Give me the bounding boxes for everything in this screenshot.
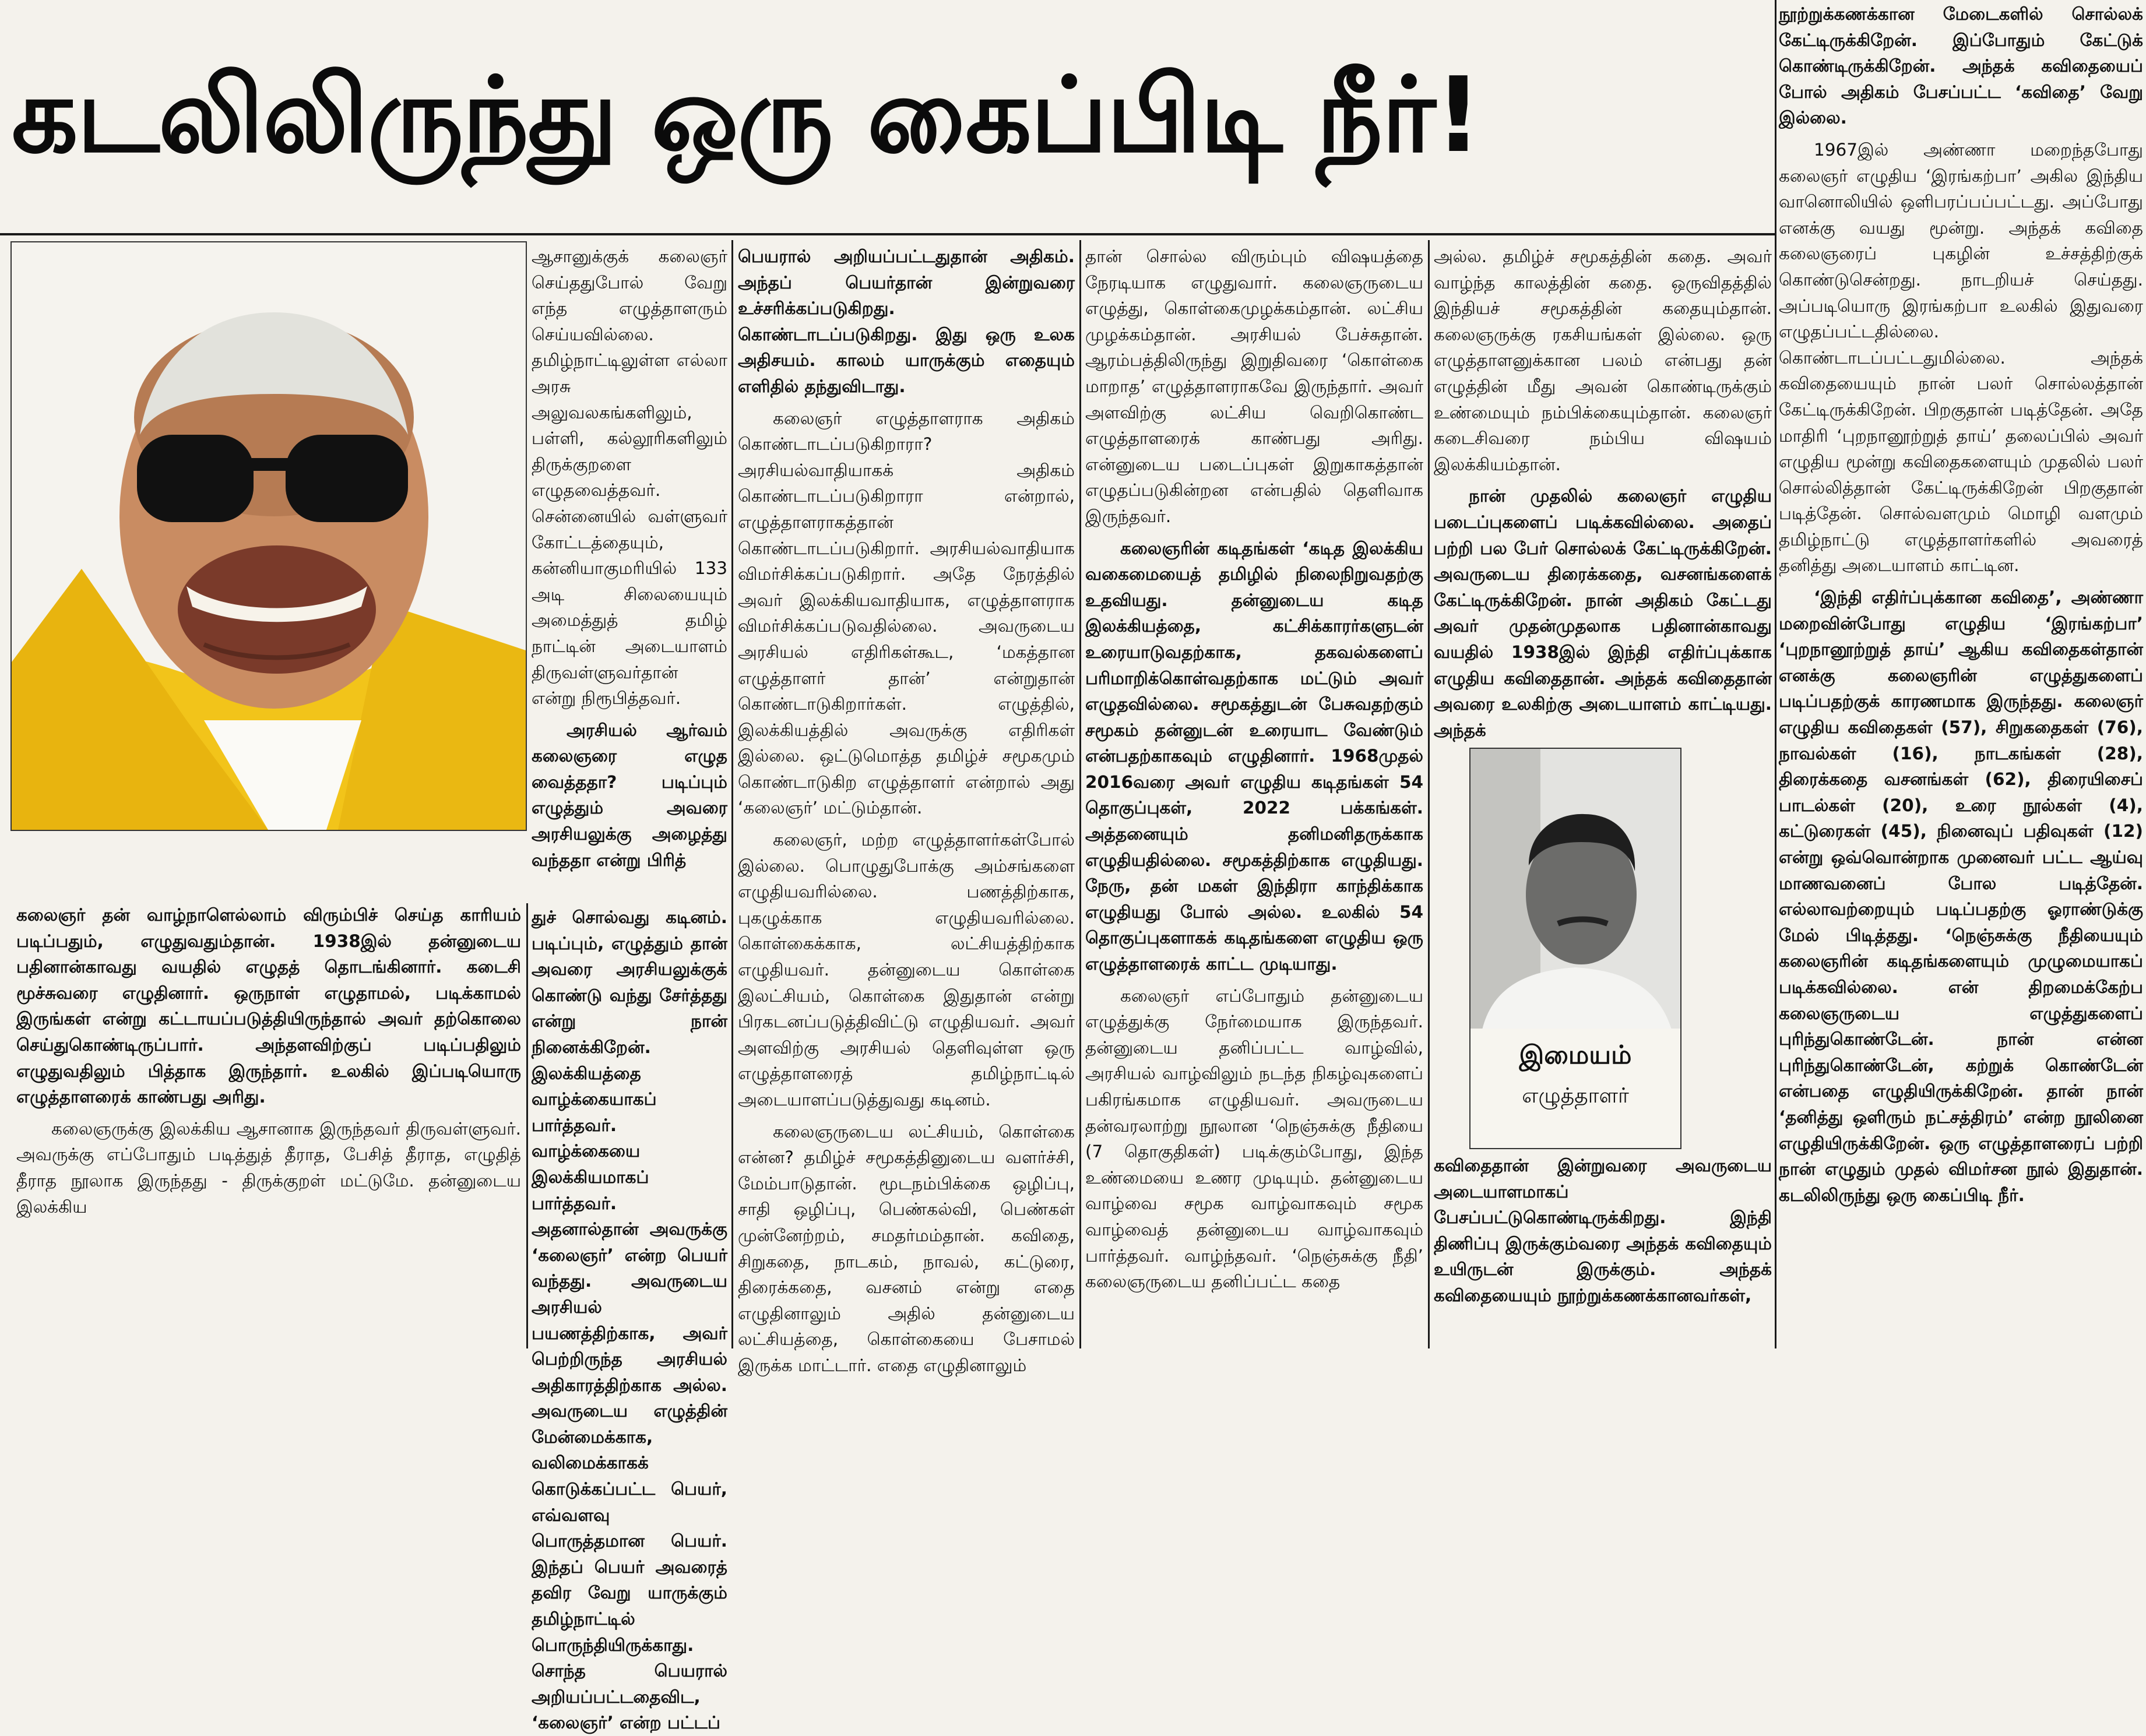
headline: கடலிலிருந்து ஒரு கைப்பிடி நீர்! (12, 55, 1481, 175)
paragraph: அரசியல் ஆர்வம் கலைஞரை எழுத வைத்ததா? படிப்பும் எழுத்தும் அவரை அரசியலுக்கு அழைத்து வந்ததா என்று பிரித் (532, 720, 727, 870)
column-left-bottom (16, 902, 521, 1345)
paragraph: நான் முதலில் கலைஞர் எழுதிய படைப்புகளைப் படிக்கவில்லை. அதைப் பற்றி பல பேர் சொல்லக் கேட்டிருக்கிறேன். அவருடைய திரைக்கதை, வசனங்களைக் கேட்டிருக்கிறேன். நான் அதிகம் கேட்டது அவர் முதன்முதலாக பதினான்காவது வயதில் 1938இல் இந்தி எதிர்ப்புக்காக எழுதிய கவிதைதான். அந்தக் கவிதைதான் அவரை உலகிற்கு அடையாளம் காட்டியது. அந்தக் (1434, 486, 1772, 740)
column-d (1085, 244, 1423, 1345)
author-caption (1469, 1029, 1681, 1149)
column-e-top (1434, 244, 1772, 746)
headline-rule (0, 233, 1775, 235)
column-right (1779, 1, 2143, 1346)
paragraph: கலைஞரின் கடிதங்கள் ‘கடித இலக்கிய வகைமையைத் தமிழில் நிலைநிறுவதற்கு உதவியது. தன்னுடைய கடித இலக்கியத்தை, கட்சிக்காரர்களுடன் உரையாடுவதற்காக, தகவல்களைப் பரிமாறிக்கொள்வதற்காக மட்டும் அவர் எழுதவில்லை. சமூகத்துடன் பேசுவதற்கும் சமூகம் தன்னுடன் உரையாட வேண்டும் என்பதற்காகவும் எழுதினார். 1968முதல் 2016வரை அவர் எழுதிய கடிதங்கள் 54 தொகுப்புகள், 2022 பக்கங்கள். அத்தனையும் தனிமனிதருக்காக எழுதியதில்லை. சமூகத்திற்காக எழுதியது. நேரு, தன் மகள் இந்திரா காந்திக்காக எழுதியது போல் அல்ல. உலகில் 54 தொகுப்புகளாகக் கடிதங்களை எழுதிய ஒரு எழுத்தாளரைக் காட்ட முடியாது. (1085, 538, 1423, 974)
paragraph: கவிதைதான் இன்றுவரை அவருடைய அடையாளமாகப் பேசப்பட்டுகொண்டிருக்கிறது. இந்தி திணிப்பு இருக்கும்வரை அந்தக் கவிதையும் உயிருடன் இருக்கும். அந்தக் கவிதையையும் நூற்றுக்கணக்கானவர்கள், (1434, 1156, 1772, 1305)
paragraph: கலைஞர் எப்போதும் தன்னுடைய எழுத்துக்கு நேர்மையாக இருந்தவர். தன்னுடைய தனிப்பட்ட வாழ்வில், அரசியல் வாழ்விலும் நடந்த நிகழ்வுகளைப் பகிரங்கமாக எழுதியவர். அவருடைய தன்வரலாற்று நூலான ‘நெஞ்சுக்கு நீதியை (7 தொகுதிகள்) படிக்கும்போது, இந்த உண்மையை உணர முடியும். தன்னுடைய வாழ்வை சமூக வாழ்வாகவும் சமூக வாழ்வைத் தன்னுடைய வாழ்வாகவும் பார்த்தவர். வாழ்ந்தவர். ‘நெஞ்சுக்கு நீதி’ கலைஞருடைய தனிப்பட்ட கதை (1085, 985, 1423, 1292)
author-photo (1469, 748, 1681, 1031)
paragraph: கலைஞருடைய லட்சியம், கொள்கை என்ன? தமிழ்ச் சமூகத்தினுடைய வளர்ச்சி, மேம்பாடுதான். மூடநம்பிக்கை ஒழிப்பு, சாதி ஒழிப்பு, பெண்கல்வி, பெண்கள் முன்னேற்றம், சமதர்மம்தான். கவிதை, சிறுகதை, நாடகம், நாவல், கட்டுரை, திரைக்கதை, வசனம் என்று எதை எழுதினாலும் அதில் தன்னுடைய லட்சியத்தை, கொள்கையை பேசாமல் இருக்க மாட்டார். எதை எழுதினாலும் (738, 1121, 1075, 1375)
column-rule (1079, 240, 1081, 1348)
column-b-top (532, 244, 727, 903)
paragraph: கலைஞர் தன் வாழ்நாளெல்லாம் விரும்பிச் செய்த காரியம் படிப்பதும், எழுதுவதும்தான். 1938இல் தன்னுடைய பதினான்காவது வயதில் எழுதத் தொடங்கினார். கடைசி மூச்சுவரை எழுதினார். ஒருநாள் எழுதாமல், படிக்காமல் இருங்கள் என்று கட்டாயப்படுத்தியிருந்தால் அவர் தற்கொலை செய்துகொண்டிருப்பார். அந்தளவிற்குப் படிப்பதிலும் எழுதுவதிலும் பித்தாக இருந்தார். உலகில் இப்படியொரு எழுத்தாளரைக் காண்பது அரிது. (16, 905, 521, 1107)
paragraph: ‘இந்தி எதிர்ப்புக்கான கவிதை’, அண்ணா மறைவின்போது எழுதிய ‘இரங்கற்பா’ ‘புறநானூற்றுத் தாய்’ ஆகிய கவிதைகள்தான் எனக்கு கலைஞரின் எழுத்துகளைப் படிப்பதற்குக் காரணமாக இருந்தது. கலைஞர் எழுதிய கவிதைகள் (57), சிறுகதைகள் (76), நாவல்கள் (16), நாடகங்கள் (28), திரைக்கதை வசனங்கள் (62), திரையிசைப் பாடல்கள் (20), உரை நூல்கள் (4), கட்டுரைகள் (45), நினைவுப் பதிவுகள் (12) என்று ஒவ்வொன்றாக முனைவர் பட்ட ஆய்வு மாணவனைப் போல படித்தேன். எல்லாவற்றையும் படிப்பதற்கு ஓராண்டுக்கு மேல் பிடித்தது. ‘நெஞ்சுக்கு நீதியையும் கலைஞரின் கடிதங்களையும் முழுமையாகப் படிக்கவில்லை. என் திறமைக்கேற்ப கலைஞருடைய எழுத்துகளைப் புரிந்துகொண்டேன். நான் என்ன புரிந்துகொண்டேன், கற்றுக் கொண்டேன் என்பதை எழுதியிருக்கிறேன். தான் நான் ‘தனித்து ஒளிரும் நட்சத்திரம்’ என்ற நூலினை எழுதியிருக்கிறேன். ஒரு எழுத்தாளரைப் பற்றி நான் எழுதும் முதல் விமர்சன நூல் இதுதான். கடலிலிருந்து ஒரு கைப்பிடி நீர். (1779, 587, 2143, 1205)
paragraph: கலைஞர் எழுத்தாளராக அதிகம் கொண்டாடப்படுகிறாரா? அரசியல்வாதியாகக் அதிகம் கொண்டாடப்படுகிறாரா என்றால், எழுத்தாளராகத்தான் கொண்டாடப்படுகிறார். அரசியல்வாதியாக விமர்சிக்கப்படுகிறார். அதே நேரத்தில் அவர் இலக்கியவாதியாக, எழுத்தாளராக விமர்சிக்கப்படுவதில்லை. அவருடைய அரசியல் எதிரிகள்கூட, ‘மகத்தான எழுத்தாளர் தான்’ என்றுதான் கொண்டாடுகிறார்கள். எழுத்தில், இலக்கியத்தில் அவருக்கு எதிரிகள் இல்லை. ஒட்டுமொத்த தமிழ்ச் சமூகமும் கொண்டாடுகிற எழுத்தாளர் என்றால் அது ‘கலைஞர்’ மட்டும்தான். (738, 408, 1075, 818)
paragraph: ஆசானுக்குக் கலைஞர் செய்ததுபோல் வேறு எந்த எழுத்தாளரும் செய்யவில்லை. தமிழ்நாட்டிலுள்ள எல்லா அரசு அலுவலகங்களிலும், பள்ளி, கல்லூரிகளிலும் திருக்குறளை எழுதவைத்தவர். சென்னையில் வள்ளுவர் கோட்டத்தையும், கன்னியாகுமரியில் 133 அடி சிலையையும் அமைத்துத் தமிழ் நாட்டின் அடையாளம் திருவள்ளுவர்தான் என்று நிரூபித்தவர். (532, 247, 727, 709)
paragraph: துச் சொல்வது கடினம். படிப்பும், எழுத்தும் தான் அவரை அரசியலுக்குக் கொண்டு வந்து சேர்த்தது என்று நான் நினைக்கிறேன். இலக்கியத்தை வாழ்க்கையாகப் பார்த்தவர். வாழ்க்கையை இலக்கியமாகப் பார்த்தவர். அதனால்தான் அவருக்கு ‘கலைஞர்’ என்ற பெயர் வந்தது. அவருடைய அரசியல் பயணத்திற்காக, அவர் பெற்றிருந்த அரசியல் அதிகாரத்திற்காக அல்ல. அவருடைய எழுத்தின் மேன்மைக்காக, வலிமைக்காகக் கொடுக்கப்பட்ட பெயர், எவ்வளவு பொருத்தமான பெயர். இந்தப் பெயர் அவரைத் தவிர வேறு யாருக்கும் தமிழ்நாட்டில் பொருந்தியிருக்காது. சொந்த பெயரால் அறியப்பட்டதைவிட, ‘கலைஞர்’ என்ற பட்டப் (532, 907, 727, 1733)
paragraph: தான் சொல்ல விரும்பும் விஷயத்தை நேரடியாக எழுதுவார். கலைஞருடைய எழுத்து, கொள்கைமுழக்கம்தான். லட்சிய முழக்கம்தான். அரசியல் பேச்சுதான். ஆரம்பத்திலிருந்து இறுதிவரை ‘கொள்கை மாறாத’ எழுத்தாளராகவே இருந்தார். அவர் அளவிற்கு லட்சிய வெறிகொண்ட எழுத்தாளரைக் காண்பது அரிது. என்னுடைய படைப்புகள் இறுகாகத்தான் எழுதப்படுகின்றன என்பதில் தெளிவாக இருந்தவர். (1085, 247, 1423, 526)
column-e-bottom (1434, 1153, 1772, 1345)
paragraph: 1967இல் அண்ணா மறைந்தபோது கலைஞர் எழுதிய ‘இரங்கற்பா’ அகில இந்திய வானொலியில் ஒளிபரப்பப்பட்டது. அப்போது எனக்கு வயது மூன்று. அந்தக் கவிதை கலைஞரைப் புகழின் உச்சத்திற்குக் கொண்டுசென்றது. நாடறியச் செய்தது. அப்படியொரு இரங்கற்பா உலகில் இதுவரை எழுதப்பட்டதில்லை. கொண்டாடப்பட்டதுமில்லை. அந்தக் கவிதையையும் நான் பலர் சொல்லத்தான் கேட்டிருக்கிறேன். பிறகுதான் படித்தேன். அதே மாதிரி ‘புறநானூற்றுத் தாய்’ தலைப்பில் அவர் எழுதிய மூன்று கவிதைகளையும் முதலில் பலர் சொல்லித்தான் கேட்டிருக்கிறேன் பிறகுதான் படித்தேன். சொல்வளமும் மொழி வளமும் தமிழ்நாட்டு எழுத்தாளர்களில் அவரைத் தனித்து அடையாளம் காட்டின. (1779, 139, 2143, 576)
paragraph: அல்ல. தமிழ்ச் சமூகத்தின் கதை. அவர் வாழ்ந்த காலத்தின் கதை. ஒருவிதத்தில் இந்தியச் சமூகத்தின் கதையும்தான். கலைஞருக்கு ரகசியங்கள் இல்லை. ஒரு எழுத்தாளனுக்கான பலம் என்பது தன் எழுத்தின் மீது அவன் கொண்டிருக்கும் உண்மையும் நம்பிக்கையும்தான். கலைஞர் கடைசிவரை நம்பிய விஷயம் இலக்கியம்தான். (1434, 247, 1772, 474)
column-c (738, 244, 1075, 1375)
paragraph: நூற்றுக்கணக்கான மேடைகளில் சொல்லக் கேட்டிருக்கிறேன். இப்போதும் கேட்டுக் கொண்டிருக்கிறேன். அந்தக் கவிதையைப் போல் அதிகம் பேசப்பட்ட ‘கவிதை’ வேறு இல்லை. (1779, 4, 2143, 128)
column-rule (731, 240, 733, 1348)
column-rule (526, 903, 528, 1348)
paragraph: பெயரால் அறியப்பட்டதுதான் அதிகம். அந்தப் பெயர்தான் இன்றுவரை உச்சரிக்கப்படுகிறது. கொண்டாடப்படுகிறது. இது ஒரு உலக அதிசயம். காலம் யாருக்கும் எதையும் எளிதில் தந்துவிடாது. (738, 247, 1075, 396)
author-name: இமையம் (1519, 1040, 1632, 1070)
paragraph: கலைஞருக்கு இலக்கிய ஆசானாக இருந்தவர் திருவள்ளுவர். அவருக்கு எப்போதும் படித்துத் தீராத, பேசித் தீராத, எழுதித் தீராத நூலாக இருந்தது - திருக்குறள் மட்டுமே. தன்னுடைய இலக்கிய (16, 1118, 521, 1217)
column-rule (1428, 240, 1430, 1348)
column-b-bottom (532, 904, 727, 1733)
column-rule (1775, 0, 1776, 1348)
kalaignar-photo (10, 241, 527, 831)
author-role: எழுத்தாளர் (1522, 1084, 1629, 1108)
paragraph: கலைஞர், மற்ற எழுத்தாளர்கள்போல் இல்லை. பொழுதுபோக்கு அம்சங்களை எழுதியவரில்லை. பணத்திற்காக, புகழுக்காக எழுதியவரில்லை. கொள்கைக்காக, லட்சியத்திற்காக எழுதியவர். தன்னுடைய கொள்கை இலட்சியம், கொள்கை இதுதான் என்று பிரகடனப்படுத்திவிட்டு எழுதியவர். அவர் அளவிற்கு அரசியல் தெளிவுள்ள ஒரு எழுத்தாளரைத் தமிழ்நாட்டில் அடையாளப்படுத்துவது கடினம். (738, 830, 1075, 1110)
